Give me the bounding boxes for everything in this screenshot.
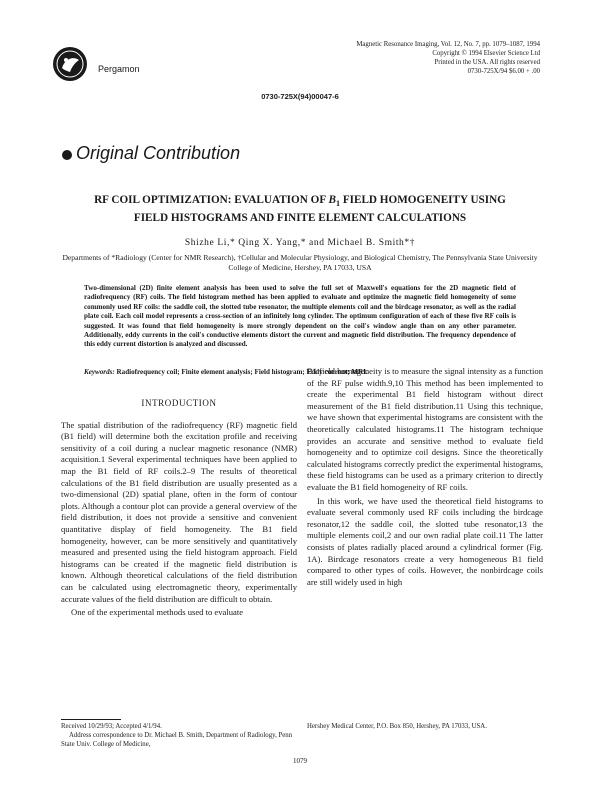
abstract: Two-dimensional (2D) finite element analysis has been used to solve the full set of Maxwell's equations for the 2D magnetic field of radiofrequency (RF) coils. The field histogram method has been applied to evaluate and optimize the magnetic field homogeneity of some commonly used RF coils: the saddle coil, the slotted tube resonator, the multiple elements coil and the birdcage resonator, as well as the radial plate coil. Each coil model represents a cross-section of an infinitely long cylinder. The optimum configuration of each of these five RF coils is suggested. It was found that field homogeneity is more strongly dependent on the coil's window angle than on any other parameter. Additionally, eddy currents in the coil's conductive elements distort the current and magnetic field distribution. The frequency dependence of this eddy current distortion is analyzed and discussed.: [84, 284, 516, 349]
publisher-logo-icon: [52, 46, 88, 82]
section-bullet-icon: [62, 150, 72, 160]
title-variable: B: [328, 194, 337, 206]
footnote-divider: [61, 719, 121, 720]
body-column-right: [307, 366, 543, 588]
section-heading: INTRODUCTION: [141, 398, 217, 408]
body-column-left: [61, 398, 297, 619]
body-paragraph: B1 field homogeneity is to measure the signal intensity as a function of the RF pulse width.9,10 This method has been implemented to create the experimental B1 field histogram without direct measurement of the B1 field distribution.11 Using this technique, we have shown that experimental histograms are consistent with the theoretically calculated histograms.11 The histogram technique provides an accurate and sensitive method to evaluate field homogeneity and to optimize coil designs. Since the theoretically calculated histograms correctly predict the experimental histograms, these field histograms can be used as a primary criterion to directly evaluate the B1 field homogeneity of RF coils.: [307, 366, 543, 492]
journal-line: 0730-725X/94 $6.00 + .00: [467, 68, 540, 75]
journal-citation: [356, 40, 540, 76]
journal-line: Copyright © 1994 Elsevier Science Ltd: [432, 50, 540, 57]
title-subscript: 1: [336, 199, 341, 209]
journal-line: Magnetic Resonance Imaging, Vol. 12, No. 7, pp. 1079–1087, 1994: [356, 41, 540, 48]
footnote-left: [61, 722, 301, 749]
publisher-name: Pergamon: [98, 64, 140, 74]
footnote-line: Received 10/29/93; Accepted 4/1/94.: [61, 723, 162, 730]
body-paragraph: In this work, we have used the theoretical field histograms to evaluate several commonly used RF coils including the birdcage resonator,12 the saddle coil, the slotted tube resonator,13 the multiple elements coil,2 and our own radial plate coil.11 The latter consists of plates radially placed around a cylindrical former (Fig. 1A). Birdcage resonators create a very homogeneous B1 field compared to other types of coils. However, the nonbirdcage coils are still widely used in high: [307, 495, 543, 587]
affiliation: Departments of *Radiology (Center for NMR Research), †Cellular and Molecular Physiology, and Biological Chemistry, The Pennsylvania State University College of Medicine, Hershey, PA 17033, USA: [62, 253, 538, 272]
journal-line: Printed in the USA. All rights reserved: [434, 59, 540, 66]
footnote-line: Address correspondence to Dr. Michael B. Smith, Department of Radiology, Penn State Univ. College of Medicine,: [61, 732, 293, 748]
body-paragraph: One of the experimental methods used to evaluate: [71, 607, 244, 618]
footnote-right: Hershey Medical Center, P.O. Box 850, Hershey, PA 17033, USA.: [307, 723, 487, 730]
page-number: 1079: [293, 757, 307, 765]
article-identifier: 0730-725X(94)00047-6: [261, 92, 339, 101]
title-suffix: FIELD HOMOGENEITY USING FIELD HISTOGRAMS AND FINITE ELEMENT CALCULATIONS: [133, 194, 506, 225]
author-list: Shizhe Li,* Qing X. Yang,* and Michael B. Smith*†: [184, 238, 416, 248]
keywords-label: Keywords:: [84, 368, 115, 376]
section-label: Original Contribution: [76, 143, 241, 163]
title-prefix: RF COIL OPTIMIZATION: EVALUATION OF: [94, 194, 329, 206]
article-title: [80, 193, 520, 226]
keywords-list: Radiofrequency coil; Finite element analysis; Field histogram; Eddy current; MRI.: [116, 368, 368, 376]
body-paragraph: The spatial distribution of the radiofrequency (RF) magnetic field (B1 field) will determine both the excitation profile and receiving sensitivity of a coil during a nuclear magnetic resonance (NMR) acquisition.1 Several experimental techniques have been applied to map the B1 field of RF coils.2–9 The results of theoretical calculations of the B1 field distribution are usually presented as a two-dimensional (2D) spatial plane, often in the form of contour plots. Although a contour plot can provide a general overview of the field distribution, it does not provide a sensitive and convenient quantitative display of field homogeneity. The B1 field homogeneity, however, can be more sensitively and quantitatively measured and presented using the field histogram approach. Field histograms can be created if the magnetic field distribution is known. Although theoretical calculations of the field distribution can be calculated using electromagnetic theory, experimentally accurate values of the field distribution are difficult to obtain.: [61, 419, 297, 604]
